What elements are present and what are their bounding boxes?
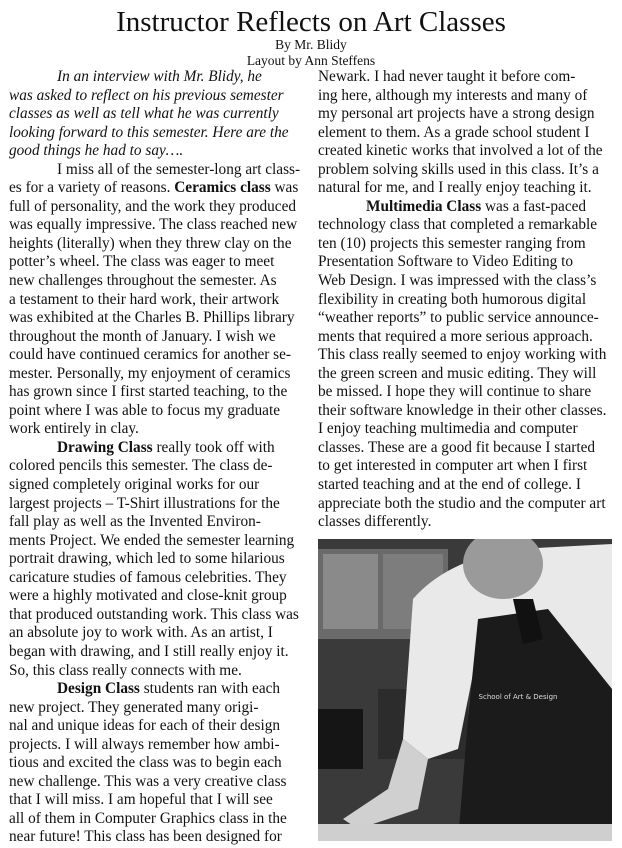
text-line: were a highly motivated and close-knit group bbox=[9, 587, 287, 605]
layout-credit: Layout by Ann Steffens bbox=[246, 53, 376, 68]
text-line: near future! This class has been designed for bbox=[9, 828, 282, 846]
text-line: appreciate both the studio and the computer art bbox=[318, 494, 606, 512]
text-line: created kinetic works that involved a lot of the bbox=[318, 142, 603, 160]
svg-text:School of Art & Design: School of Art & Design bbox=[478, 693, 558, 701]
text-line: was exhibited at the Charles B. Phillips library bbox=[9, 309, 295, 327]
text-line: flexibility in creating both humorous digital bbox=[318, 290, 587, 308]
text-line: good things he had to say…. bbox=[9, 142, 184, 160]
text-line: an absolute joy to work with. As an artist, I bbox=[9, 624, 273, 642]
text-line: This class really seemed to enjoy working with bbox=[318, 346, 607, 364]
text-line: nal and unique ideas for each of their design bbox=[9, 717, 280, 735]
text-line: I enjoy teaching multimedia and computer bbox=[318, 420, 578, 438]
class-name-heading: Ceramics class bbox=[174, 179, 271, 197]
text-line: to get interested in computer art when I first bbox=[318, 457, 588, 475]
text-line: new challenges throughout the semester. As bbox=[9, 272, 277, 290]
text-line: signed completely original works for our bbox=[9, 476, 260, 494]
text-line: began with drawing, and I still really enjoy it. bbox=[9, 642, 289, 660]
paragraph bbox=[9, 68, 306, 161]
text-line: all of them in Computer Graphics class in the bbox=[9, 809, 287, 827]
text-line: ten (10) projects this semester ranging from bbox=[318, 234, 586, 252]
text-line: So, this class really connects with me. bbox=[9, 661, 242, 679]
text-line: colored pencils this semester. The class de- bbox=[9, 457, 273, 475]
text-line: the green screen and music editing. They will bbox=[318, 364, 597, 382]
text-line: projects. I will always remember how ambi- bbox=[9, 735, 280, 753]
text-line: mester. Personally, my enjoyment of ceramics bbox=[9, 364, 291, 382]
text-line: Drawing Class really took off with bbox=[57, 438, 275, 456]
text-line: be missed. I hope they will continue to share bbox=[318, 383, 592, 401]
text-line: ments Project. We ended the semester learning bbox=[9, 531, 295, 549]
text-line: ments that required a more serious approach. bbox=[318, 327, 593, 345]
text-line: potter’s wheel. The class was eager to meet bbox=[9, 253, 275, 271]
class-name-heading: Multimedia Class bbox=[366, 197, 482, 215]
text-line: In an interview with Mr. Blidy, he bbox=[57, 68, 262, 85]
text-line: largest projects – T-Shirt illustrations for the bbox=[9, 494, 280, 512]
text-line: Design Class students ran with each bbox=[57, 680, 281, 698]
text-line: Newark. I had never taught it before com- bbox=[318, 68, 576, 85]
text-line: element to them. As a grade school student I bbox=[318, 123, 590, 141]
text-line: that produced outstanding work. This class was bbox=[9, 605, 299, 623]
text-line: full of personality, and the work they produced bbox=[9, 197, 297, 215]
text-line: looking forward to this semester. Here are the bbox=[9, 123, 289, 141]
text-line: natural for me, and I really enjoy teaching it. bbox=[318, 179, 592, 197]
text-line: classes as well as tell what he was currently bbox=[9, 105, 279, 123]
text-line: throughout the month of January. I wish we bbox=[9, 327, 276, 345]
text-line: portrait drawing, which led to some hilarious bbox=[9, 550, 285, 568]
paragraph bbox=[9, 680, 306, 847]
text-line: “weather reports” to public service announce- bbox=[318, 309, 599, 327]
text-line: heights (literally) when they threw clay on the bbox=[9, 234, 292, 252]
text-line: es for a variety of reasons. Ceramics class was bbox=[9, 179, 299, 197]
text-line: Multimedia Class was a fast-paced bbox=[366, 197, 587, 215]
text-line: their software knowledge in their other classes. bbox=[318, 401, 607, 419]
text-line: fall play as well as the Invented Environ- bbox=[9, 513, 261, 531]
text-line: Web Design. I was impressed with the class’s bbox=[318, 272, 597, 290]
text-line: was asked to reflect on his previous semester bbox=[9, 86, 284, 104]
text-line: has grown since I first started teaching, to the bbox=[9, 383, 288, 401]
text-line: technology class that completed a remarkable bbox=[318, 216, 598, 234]
left-column bbox=[9, 68, 306, 847]
text-line: tious and excited the class was to begin each bbox=[9, 754, 282, 772]
paragraph bbox=[9, 439, 306, 680]
text-line: Presentation Software to Video Editing to bbox=[318, 253, 573, 271]
text-line: new project. They generated many origi- bbox=[9, 698, 259, 716]
text-line: a testament to their hard work, their artwork bbox=[9, 290, 280, 308]
byline: By Mr. Blidy bbox=[275, 37, 347, 52]
text-line: classes differently. bbox=[318, 513, 432, 531]
text-line: ing here, although my interests and many of bbox=[318, 86, 588, 104]
paragraph bbox=[318, 68, 614, 198]
text-line: I miss all of the semester-long art class- bbox=[57, 160, 301, 178]
paragraph bbox=[318, 198, 614, 532]
text-line: my personal art projects have a strong design bbox=[318, 105, 595, 123]
text-line: classes. These are a good fit because I started bbox=[318, 438, 596, 456]
text-line: work entirely in clay. bbox=[9, 420, 139, 438]
text-line: new challenge. This was a very creative class bbox=[9, 772, 287, 790]
right-column bbox=[318, 68, 614, 532]
class-name-heading: Drawing Class bbox=[57, 438, 153, 456]
text-line: that I will miss. I am hopeful that I will see bbox=[9, 791, 273, 809]
article-title: Instructor Reflects on Art Classes bbox=[116, 6, 506, 38]
text-line: could have continued ceramics for another se- bbox=[9, 346, 292, 364]
text-line: problem solving skills used in this class. It’s a bbox=[318, 160, 599, 178]
text-line: started teaching and at the end of college. I bbox=[318, 476, 581, 494]
text-line: was equally impressive. The class reached new bbox=[9, 216, 298, 234]
text-line: point where I was able to focus my graduate bbox=[9, 401, 281, 419]
class-name-heading: Design Class bbox=[57, 680, 140, 698]
instructor-photo bbox=[318, 539, 612, 841]
paragraph bbox=[9, 161, 306, 439]
text-line: caricature studies of famous celebrities. They bbox=[9, 568, 287, 586]
